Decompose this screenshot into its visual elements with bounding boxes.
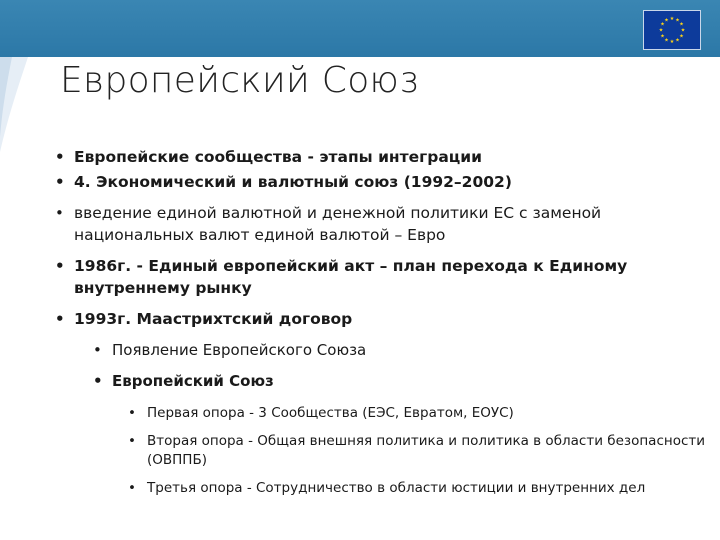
list-item	[55, 308, 705, 330]
list-item-text: 4. Экономический и валютный союз (1992–2002)	[74, 173, 512, 191]
list-item-text: Европейский Союз	[112, 372, 274, 390]
svg-text:★: ★	[680, 27, 686, 34]
svg-text:★: ★	[658, 27, 664, 34]
bullet-list	[55, 146, 705, 498]
list-item-text: 1986г. - Единый европейский акт – план перехода к Единому внутреннему рынку	[74, 257, 628, 297]
list-item-text: Первая опора - 3 Сообщества (ЕЭС, Евратом, ЕОУС)	[147, 405, 514, 421]
bullet-icon: •	[55, 148, 65, 166]
list-item	[55, 171, 705, 193]
bullet-icon: •	[93, 372, 103, 390]
list-item-text: введение единой валютной и денежной политики ЕС с заменой национальных валют единой валютой – Евро	[74, 204, 602, 244]
list-item	[55, 404, 705, 423]
bullet-icon: •	[128, 433, 136, 449]
svg-text:★: ★	[675, 37, 680, 44]
list-item-text: Вторая опора - Общая внешняя политика и политика в области безопасности (ОВППБ)	[147, 433, 706, 468]
eu-flag-icon	[643, 10, 701, 50]
svg-text:★: ★	[660, 21, 665, 28]
svg-text:★: ★	[669, 39, 675, 45]
list-item-text: 1993г. Маастрихтский договор	[74, 310, 353, 328]
svg-text:★: ★	[675, 17, 680, 24]
bullet-icon: •	[55, 204, 64, 222]
bullet-icon: •	[55, 257, 65, 275]
list-item	[55, 370, 705, 392]
svg-text:★: ★	[669, 16, 675, 22]
list-item	[55, 479, 705, 498]
list-item	[55, 339, 705, 361]
svg-text:★: ★	[664, 17, 669, 24]
svg-text:★: ★	[679, 33, 684, 40]
svg-text:★: ★	[660, 33, 665, 40]
list-item-text: Европейские сообщества - этапы интеграции	[74, 148, 483, 166]
list-item	[55, 255, 705, 299]
svg-text:★: ★	[679, 21, 684, 28]
list-item-text: Появление Европейского Союза	[112, 341, 367, 359]
slide-title: Европейский Союз	[60, 60, 419, 101]
list-item	[55, 202, 705, 246]
bullet-icon: •	[128, 480, 136, 496]
header-band	[0, 0, 720, 57]
bullet-icon: •	[55, 310, 65, 328]
list-item	[55, 432, 705, 470]
bullet-icon: •	[128, 405, 136, 421]
bullet-icon: •	[55, 173, 65, 191]
bullet-icon: •	[93, 341, 102, 359]
list-item	[55, 146, 705, 168]
svg-text:★: ★	[664, 37, 669, 44]
list-item-text: Третья опора - Сотрудничество в области юстиции и внутренних дел	[147, 480, 646, 496]
